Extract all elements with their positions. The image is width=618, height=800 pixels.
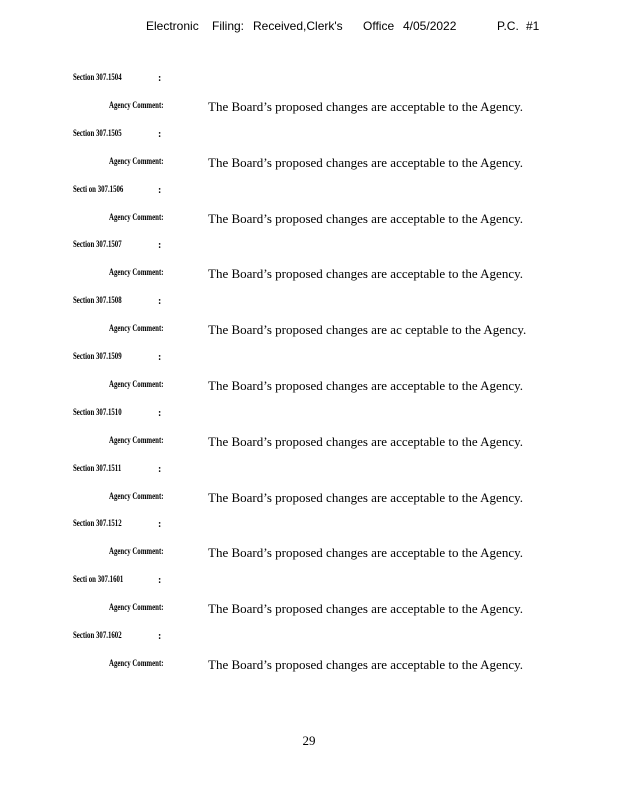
section-heading: Section 307.1510 (73, 407, 122, 418)
header-filing: Filing: (212, 19, 245, 33)
agency-comment-text: The Board’s proposed changes are acceptable to the Agency. (208, 210, 524, 226)
agency-comment-text: The Board’s proposed changes are acceptable to the Agency. (208, 99, 524, 114)
agency-comment-label: Agency Comment: (109, 212, 164, 223)
agency-comment-text: The Board’s proposed changes are acceptable to the Agency. (208, 657, 524, 672)
header-number: #1 (526, 19, 540, 33)
section-colon: : (158, 240, 162, 252)
page-number: 29 (302, 733, 316, 748)
section-heading: Secti on 307.1506 (73, 184, 124, 195)
header-office: Office (363, 19, 395, 33)
section-heading: Section 307.1512 (73, 519, 122, 530)
section-colon: : (158, 73, 162, 84)
header-received: Received,Clerk's (253, 19, 343, 33)
section-colon: : (158, 352, 162, 363)
agency-comment-label: Agency Comment: (109, 659, 164, 669)
header-date: 4/05/2022 (403, 19, 457, 33)
section-heading: Section 307.1511 (73, 463, 122, 474)
section-heading: Section 307.1509 (73, 352, 122, 362)
agency-comment-text: The Board’s proposed changes are acceptable to the Agency. (208, 545, 524, 561)
section-colon: : (158, 519, 162, 531)
agency-comment-label: Agency Comment: (109, 547, 164, 558)
agency-comment-label: Agency Comment: (109, 268, 164, 279)
filing-header (0, 19, 618, 37)
section-heading: Section 307.1508 (73, 296, 122, 307)
section-heading: Section 307.1507 (73, 240, 122, 251)
agency-comment-text: The Board’s proposed changes are acceptable to the Agency. (208, 378, 524, 393)
section-heading: Section 307.1505 (73, 128, 122, 139)
section-colon: : (158, 463, 162, 475)
section-colon: : (158, 184, 162, 196)
agency-comment-label: Agency Comment: (109, 156, 164, 167)
agency-comment-label: Agency Comment: (109, 324, 164, 335)
agency-comment-label: Agency Comment: (109, 603, 164, 614)
agency-comment-text: The Board’s proposed changes are acceptable to the Agency. (208, 266, 524, 282)
section-colon: : (158, 575, 162, 587)
agency-comment-text: The Board’s proposed changes are acceptable to the Agency. (208, 489, 524, 505)
agency-comment-label: Agency Comment: (109, 380, 164, 390)
section-colon: : (158, 296, 162, 308)
agency-comment-label: Agency Comment: (109, 435, 164, 446)
section-heading: Section 307.1602 (73, 631, 122, 641)
section-colon: : (158, 128, 162, 140)
section-heading: Secti on 307.1601 (73, 575, 124, 586)
header-pc: P.C. (497, 19, 519, 33)
agency-comment-label: Agency Comment: (109, 101, 164, 111)
agency-comment-label: Agency Comment: (109, 491, 164, 502)
section-heading: Section 307.1504 (73, 73, 122, 83)
agency-comment-text: The Board’s proposed changes are acceptable to the Agency. (208, 433, 524, 449)
header-electronic: Electronic (146, 19, 199, 33)
agency-comment-text: The Board’s proposed changes are ac ceptable to the Agency. (208, 322, 527, 338)
agency-comment-text: The Board’s proposed changes are acceptable to the Agency. (208, 154, 524, 170)
section-colon: : (158, 631, 162, 642)
agency-comment-text: The Board’s proposed changes are acceptable to the Agency. (208, 601, 524, 617)
section-colon: : (158, 407, 162, 419)
